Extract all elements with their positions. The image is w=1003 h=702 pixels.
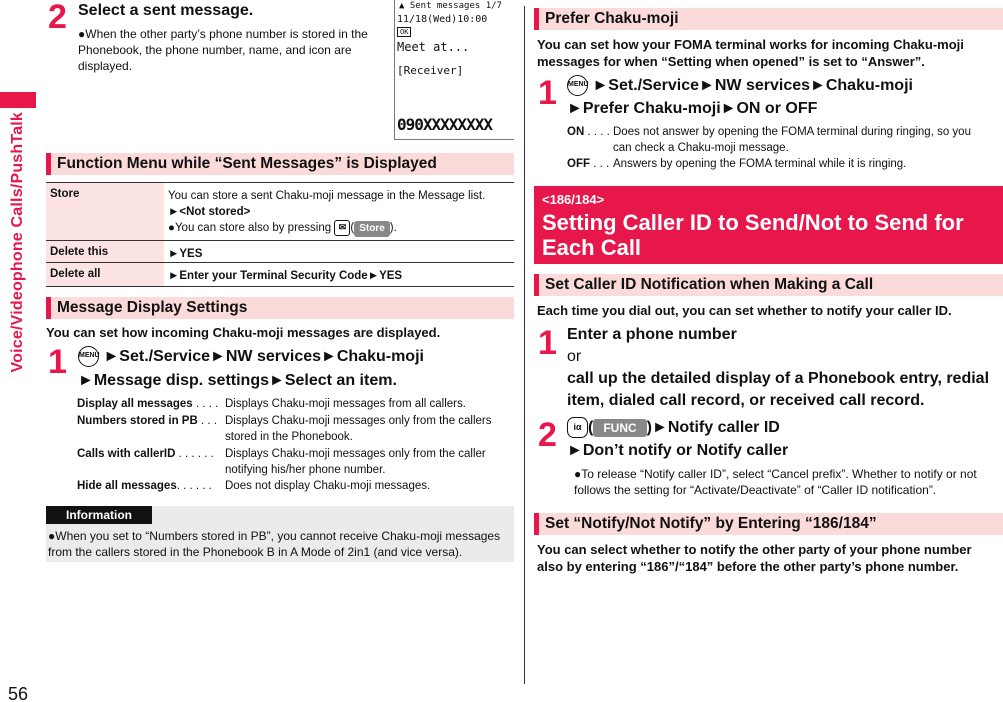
row-value: ►Enter your Terminal Security Code►YES	[168, 270, 403, 282]
page-number: 56	[8, 684, 29, 702]
option-desc: Displays Chaku-moji messages only from the caller	[225, 448, 486, 460]
step-line-1: iα ( FUNC )►Notify caller ID	[567, 417, 780, 439]
menu-key-icon: MENU	[78, 346, 99, 367]
step-number: 1	[48, 343, 67, 381]
option-dots: . . . .	[192, 398, 219, 410]
store-softkey-icon: Store	[354, 221, 390, 237]
option-name: Calls with callerID	[77, 448, 176, 460]
step-line-2: ►Don’t notify or Notify caller	[567, 442, 789, 459]
section-intro: You can select whether to notify the other party of your phone number also by entering “186”/“184” before the other party’s phone number.	[537, 542, 972, 574]
step-line-2: call up the detailed display of a Phonebook entry, redial item, dialed call record, or received call record.	[567, 370, 990, 409]
section-intro: You can set how your FOMA terminal works for incoming Chaku-moji messages for when “Setting when opened” is set to “Answer”.	[537, 37, 964, 69]
section-heading-function-menu: Function Menu while “Sent Messages” is Displayed	[46, 153, 514, 175]
chapter-banner	[534, 186, 1003, 264]
option-desc: Displays Chaku-moji messages from all callers.	[225, 398, 466, 410]
option-desc: Answers by opening the FOMA terminal while it is ringing.	[613, 158, 907, 170]
option-on	[567, 124, 997, 156]
option-name: Numbers stored in PB	[77, 415, 198, 427]
option-desc: Displays Chaku-moji messages only from the callers	[225, 415, 492, 427]
side-tab	[0, 0, 36, 702]
section-heading-notify: Set “Notify/Not Notify” by Entering “186/184”	[534, 513, 1003, 535]
option-desc-2: notifying his/her phone number.	[225, 464, 386, 476]
section-intro: Each time you dial out, you can set whether to notify your caller ID.	[537, 303, 952, 318]
step-line-1-text: ►Set./Service►NW services►Chaku-moji	[103, 348, 424, 365]
step-line-1-text: ►Notify caller ID	[651, 419, 780, 436]
mail-key-icon: ✉	[334, 220, 350, 236]
option-dots: . . .	[197, 415, 217, 427]
section-intro: You can set how incoming Chaku-moji messages are displayed.	[46, 325, 441, 340]
option-hide-all	[77, 478, 507, 494]
option-name: Display all messages	[77, 398, 193, 410]
option-dots: . . . .	[584, 126, 610, 138]
column-divider	[524, 6, 525, 684]
information-text: ●When you set to “Numbers stored in PB”, you cannot receive Chaku-moji messages from the callers stored in the Phonebook B in A Mode of 2in1 (and vice versa).	[48, 529, 501, 559]
banner-subtitle: <186/184>	[542, 192, 605, 207]
section-heading-message-display: Message Display Settings	[46, 297, 514, 319]
side-tab-label-wrap	[4, 112, 32, 702]
row-line: You can store a sent Chaku-moji message in the Message list.	[168, 190, 486, 202]
option-dots: . . .	[590, 158, 610, 170]
option-name: Hide all messages	[77, 480, 177, 492]
step-or: or	[567, 348, 582, 365]
option-calls-with-callerid	[77, 446, 507, 478]
option-name: ON	[567, 126, 585, 138]
step-bullet: ●When the other party’s phone number is stored in the Phonebook, the phone number, name, and icon are displayed.	[78, 27, 368, 73]
option-desc: Does not display Chaku-moji messages.	[225, 480, 431, 492]
phone-receiver-label: [Receiver]	[397, 64, 464, 77]
row-value: ►YES	[168, 248, 203, 260]
option-desc-2: can check a Chaku-moji message.	[613, 142, 789, 154]
option-name: OFF	[567, 158, 590, 170]
menu-key-icon: MENU	[567, 75, 588, 96]
table-row	[46, 240, 514, 262]
step-number: 2	[48, 0, 67, 36]
option-numbers-in-pb	[77, 413, 507, 445]
step-line-1-text: ►Set./Service►NW services►Chaku-moji	[592, 77, 913, 94]
row-line-with-key: ●You can store also by pressing ✉ ( Store ).	[168, 220, 514, 237]
side-tab-label: Voice/Videophone Calls/PushTalk	[9, 112, 26, 373]
func-softkey-icon: FUNC	[593, 419, 646, 437]
row-text-end: ).	[389, 222, 397, 235]
information-label: Information	[46, 506, 152, 524]
step-number: 1	[538, 74, 557, 112]
phone-header: ▲ Sent messages 1/7	[395, 0, 514, 12]
phone-message: Meet at...	[397, 40, 470, 54]
section-heading-prefer-chaku-moji: Prefer Chaku-moji	[534, 8, 1003, 30]
row-value	[168, 183, 514, 237]
row-line: ►<Not stored>	[168, 206, 251, 218]
option-dots: . . . . . .	[176, 480, 212, 492]
table-row	[46, 182, 514, 240]
side-tab-marker	[0, 92, 36, 108]
option-desc: Does not answer by opening the FOMA terminal during ringing, so you	[613, 126, 971, 138]
option-off	[567, 156, 997, 172]
information-box	[46, 506, 514, 562]
step-bullet: ●To release “Notify caller ID”, select “Cancel prefix”. Whether to notify or not follows the setting for “Activate/Deactivate” of “Caller ID notification”.	[574, 467, 977, 497]
row-key: Store	[46, 183, 164, 240]
i-key-icon: iα	[567, 417, 588, 438]
step-line-1: Enter a phone number	[567, 326, 737, 343]
section-heading-caller-id: Set Caller ID Notification when Making a Call	[534, 274, 1003, 296]
step-number: 1	[538, 324, 557, 362]
banner-title: Setting Caller ID to Send/Not to Send for Each Call	[542, 210, 964, 260]
table-row	[46, 262, 514, 287]
step-number: 2	[538, 416, 557, 454]
row-key: Delete this	[46, 241, 164, 262]
step-line-1	[78, 346, 424, 368]
step-title: Select a sent message.	[78, 2, 254, 19]
row-key: Delete all	[46, 263, 164, 286]
phone-screen-image	[394, 0, 514, 140]
row-text: ●You can store also by pressing	[168, 222, 332, 235]
phone-datetime: 11/18(Wed)10:00	[397, 14, 488, 25]
option-dots: . . . . . .	[175, 448, 214, 460]
step-line-2: ►Message disp. settings►Select an item.	[78, 372, 397, 389]
option-desc-2: stored in the Phonebook.	[225, 431, 353, 443]
step-line-1	[567, 75, 913, 97]
step-line-2: ►Prefer Chaku-moji►ON or OFF	[567, 100, 818, 117]
option-display-all	[77, 396, 507, 412]
phone-ok-icon: OK	[397, 27, 411, 37]
phone-number: 090XXXXXXXX	[397, 115, 492, 134]
